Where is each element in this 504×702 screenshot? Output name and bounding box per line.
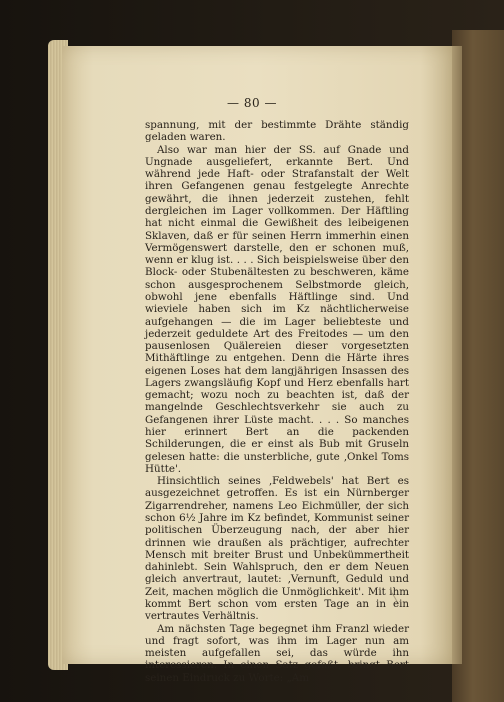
- paragraph-2: Also war man hier der SS. auf Gnade und Ungnade ausgeliefert, erkannte Bert. Und während jede Haft- oder Strafanstalt der Welt ihren Gefangenen genau festgelegte Anrechte gewährt, die ihnen jederzeit zustehen, fehlt dergleichen im Lager vollkommen. Der Häftling hat nicht einmal die Gewißheit des leibeigenen Sklaven, daß er für seinen Herrn immerhin einen Vermögenswert darstelle, den er schonen muß, wenn er klug ist. . . . Sich beispielsweise über den Block- oder Stubenältesten zu beschweren, käme schon ausgesprochenem Selbstmorde gleich, obwohl jene ebenfalls Häftlinge sind. Und wieviele haben sich im Kz nächtlicherweise aufgehangen — die im Lager beliebteste und jederzeit geduldete Art des Freitodes — um den pausenlosen Quälereien dieser vorgesetzten Mithäftlinge zu entgehen. Denn die Härte ihres eigenen Loses hat dem langjährigen Insassen des Lagers zwangsläufig Kopf und Herz ebenfalls hart gemacht; wozu noch zu beachten ist, daß der mangelnde Geschlechtsverkehr sie auch zu Gefangenen ihrer Lüste macht. . . . So manches hier erinnert Bert an die packenden Schilderungen, die er einst als Bub mit Gruseln gelesen hatte: die unsterbliche, gute ‚Onkel Toms Hütte'.: [145, 143, 409, 475]
- paragraph-1: spannung, mit der bestimmte Drähte ständig geladen waren.: [145, 119, 409, 144]
- paragraph-4: Am nächsten Tage begegnet ihm Franzl wieder und fragt sofort, was ihm im Lager nun am meisten aufgefallen sei, das würde ihn interessieren. In einen Satz gefaßt, bringt Bert seinen Eindruck zu Worte: „Am: [145, 622, 409, 684]
- paragraph-3: Hinsichtlich seines ‚Feldwebels' hat Bert es ausgezeichnet getroffen. Es ist ein Nürnberger Zigarrendreher, namens Leo Eichmüller, der sich schon 6½ Jahre im Kz befindet, Kommunist seiner politischen Überzeugung nach, der aber hier drinnen wie draußen als prächtiger, aufrechter Mensch mit breiter Brust und Unbekümmertheit dahinlebt. Sein Wahlspruch, den er dem Neuen gleich anvertraut, lautet: ‚Vernunft, Geduld und Zeit, machen möglich die Unmöglichkeit'. Mit ihm kommt Bert schon vom ersten Tage an in ein vertrautes Verhältnis.: [145, 475, 409, 623]
- page-number: — 80 —: [227, 96, 277, 110]
- body-text: [145, 119, 409, 684]
